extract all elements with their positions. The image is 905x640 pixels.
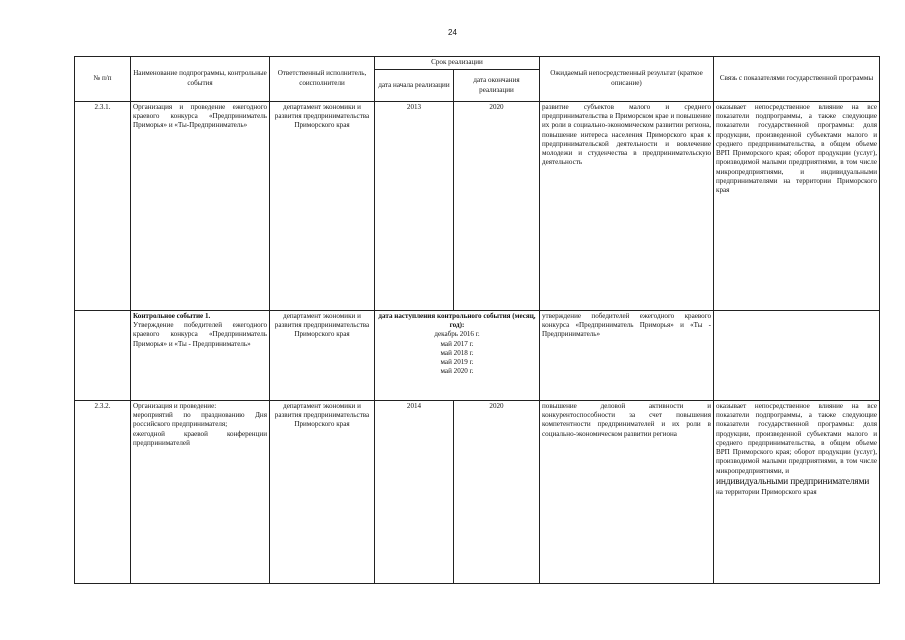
row-link-emphasis: индивидуальными предпринимателями (716, 476, 870, 487)
row-name-line-3: ежегодной краевой конференции предпринимателей (133, 429, 267, 447)
row-start-date: 2014 (375, 401, 454, 584)
row-end-date: 2020 (454, 102, 540, 311)
row-link-text: оказывает непосредственное влияние на все показатели подпрограммы, а также следующие показатели государственной программы: доля продукции, произведенной субъектами малого и среднего предпринимательства, в общем объеме ВРП Приморского края; оборот продукции (услуг), производимой малыми предприятиями, в том числе микропредприятиями, и (716, 402, 877, 475)
row-executor: департамент экономики и развития предпринимательства Приморского края (270, 102, 375, 311)
header-executor: Ответственный исполнитель, соисполнители (270, 57, 375, 102)
page-number: 24 (448, 28, 457, 37)
header-link: Связь с показателями государственной программы (714, 57, 880, 102)
event-title: Контрольное событие 1. (133, 312, 211, 320)
row-number: 2.3.2. (75, 401, 131, 584)
row-name-line-2: мероприятий по празднованию Дня российского предпринимателя; (133, 411, 267, 429)
program-events-table (74, 56, 880, 584)
row-end-date: 2020 (454, 401, 540, 584)
row-name-line-1: Организация и проведение: (133, 402, 217, 410)
event-date-item: декабрь 2016 г. (434, 330, 480, 339)
header-result: Ожидаемый непосредственный результат (краткое описание) (540, 57, 714, 102)
header-end: дата окончания реализации (454, 70, 540, 102)
event-executor: департамент экономики и развития предпринимательства Приморского края (270, 311, 375, 401)
header-name: Наименование подпрограммы, контрольные события (131, 57, 270, 102)
row-link-tail: на территории Приморского края (716, 488, 817, 497)
event-result: утверждение победителей ежегодного краевого конкурса «Предприниматель Приморья» и «Ты - Предприниматель» (540, 311, 714, 401)
header-row-1 (75, 57, 880, 70)
header-period: Срок реализации (375, 57, 540, 70)
row-name (131, 401, 270, 584)
event-date-item: май 2018 г. (440, 348, 474, 357)
row-number: 2.3.1. (75, 102, 131, 311)
event-date-item: май 2019 г. (440, 358, 474, 367)
event-dates-title: дата наступления контрольного события (месяц, год): (378, 312, 536, 330)
table-row-2-3-1 (75, 102, 880, 311)
event-dates (375, 311, 540, 401)
row-executor: департамент экономики и развития предпринимательства Приморского края (270, 401, 375, 584)
event-date-item: май 2017 г. (440, 339, 474, 348)
row-link: оказывает непосредственное влияние на все показатели подпрограммы, а также следующие показатели государственной программы: доля продукции, произведенной субъектами малого и среднего предпринимательства, в общем объеме ВРП Приморского края; оборот продукции (услуг), производимой малыми предприятиями, в том числе микропредприятиями, и индивидуальными предпринимателями на территории Приморского края (714, 102, 880, 311)
row-number-empty (75, 311, 131, 401)
event-link (714, 311, 880, 401)
table-row-2-3-2 (75, 401, 880, 584)
event-name (131, 311, 270, 401)
table-row-control-event-1 (75, 311, 880, 401)
row-link (714, 401, 880, 584)
row-result: повышение деловой активности и конкурентоспособности за счет повышения компетентности предпринимателей и их роли в социально-экономическом развитии региона (540, 401, 714, 584)
row-name: Организация и проведение ежегодного краевого конкурса «Предприниматель Приморья» и «Ты-Предприниматель» (131, 102, 270, 311)
row-result: развитие субъектов малого и среднего предпринимательства в Приморском крае и повышение их роли в социально-экономическом развитии региона, повышение интереса населения Приморского края к предпринимательской деятельности и вовлечение молодежи и студенчества в предпринимательскую деятельность (540, 102, 714, 311)
row-start-date: 2013 (375, 102, 454, 311)
event-date-item: май 2020 г. (440, 367, 474, 376)
header-start: дата начала реализации (375, 70, 454, 102)
header-num: № п/п (75, 57, 131, 102)
event-description: Утверждение победителей ежегодного краевого конкурса «Предприниматель Приморья» и «Ты - Предприниматель» (133, 321, 267, 348)
